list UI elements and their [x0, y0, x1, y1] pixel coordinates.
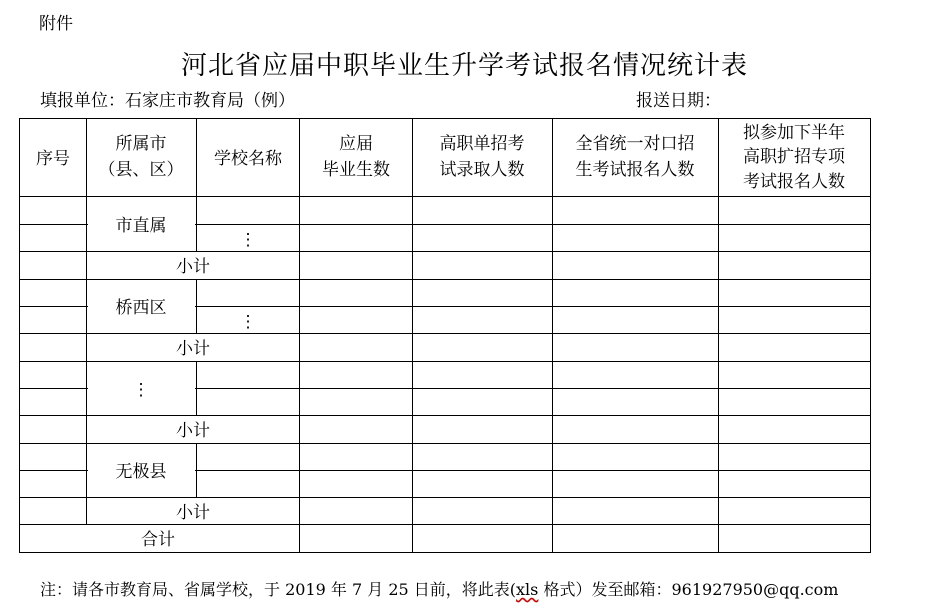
header-graduates-line2: 毕业生数 [322, 160, 390, 180]
header-registration-line2: 生考试报名人数 [575, 160, 695, 180]
subtotal-label: 小计 [176, 257, 210, 277]
region-label: 无极县 [115, 462, 167, 482]
header-expansion-line2: 高职扩招专项 [743, 147, 845, 167]
footnote-text: 注：请各市教育局、省属学校，于 2019 年 7 月 25 日前，将此表( [40, 580, 517, 599]
contact-email: 961927950@qq.com [671, 580, 839, 599]
header-expansion-line3: 考试报名人数 [743, 172, 845, 192]
school-ellipsis: ⋮ [239, 312, 257, 332]
school-ellipsis: ⋮ [239, 230, 257, 250]
subtotal-label: 小计 [176, 339, 210, 359]
page-title: 河北省应届中职毕业生升学考试报名情况统计表 [180, 51, 748, 81]
header-school: 学校名称 [214, 149, 282, 169]
fill-unit: 填报单位：石家庄市教育局（例） [40, 91, 295, 111]
total-label: 合计 [141, 530, 175, 550]
footnote [40, 577, 838, 600]
header-region-line1: 所属市 [115, 134, 167, 154]
header-graduates-line1: 应届 [339, 134, 373, 154]
file-format: xls [516, 580, 539, 599]
subtotal-label: 小计 [176, 421, 210, 441]
region-label: 市直属 [115, 216, 167, 236]
submit-date: 报送日期： [636, 91, 721, 111]
footnote-text-mid: 格式）发至邮箱： [538, 580, 672, 599]
region-ellipsis: ⋮ [132, 380, 150, 400]
attachment-label: 附件 [39, 14, 73, 34]
header-admission-line1: 高职单招考 [439, 134, 525, 154]
header-region-line2: （县、区） [98, 160, 184, 180]
header-admission-line2: 试录取人数 [439, 160, 525, 180]
header-expansion-line1: 拟参加下半年 [743, 123, 845, 143]
subtotal-label: 小计 [176, 503, 210, 523]
region-label: 桥西区 [115, 298, 167, 318]
header-seq: 序号 [36, 149, 70, 169]
header-registration-line1: 全省统一对口招 [575, 134, 695, 154]
